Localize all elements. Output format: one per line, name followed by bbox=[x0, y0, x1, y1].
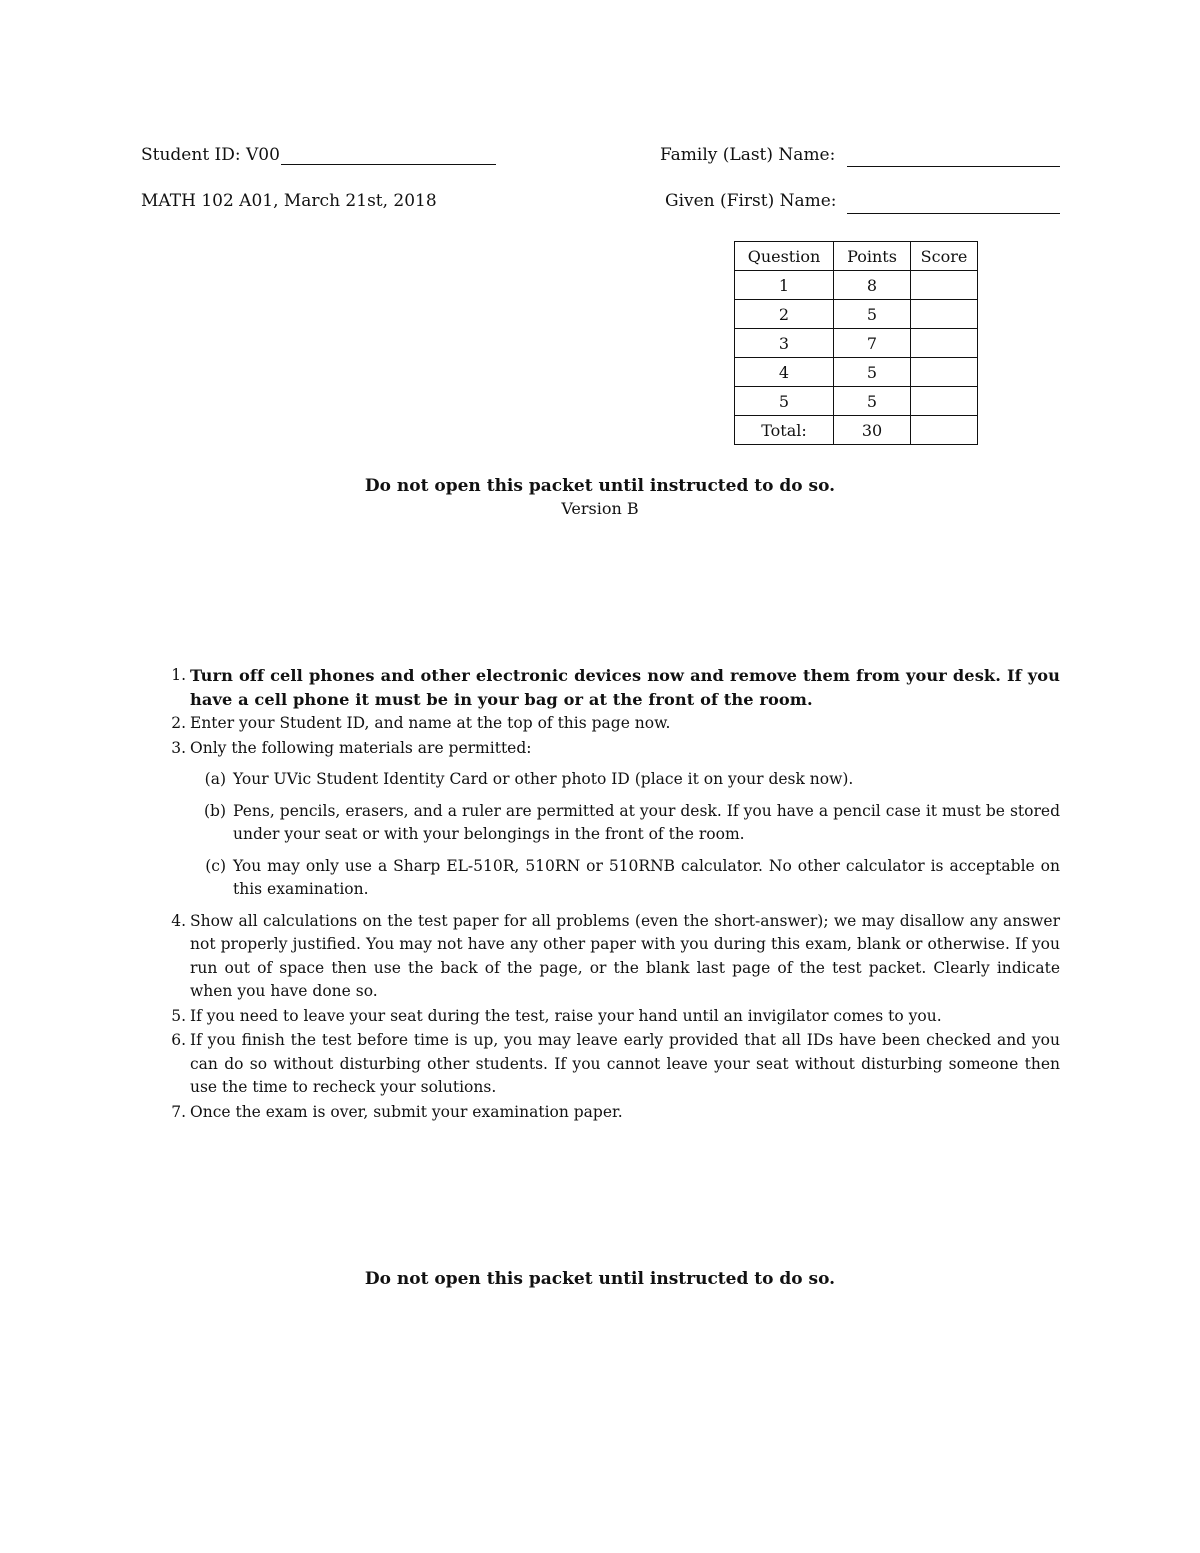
item-text: Only the following materials are permitted: bbox=[190, 738, 532, 757]
item-text: Enter your Student ID, and name at the top of this page now. bbox=[190, 714, 671, 732]
item-text: Once the exam is over, submit your examination paper. bbox=[190, 1102, 623, 1121]
item-text: If you need to leave your seat during the test, raise your hand until an invigilator comes to you. bbox=[190, 1006, 942, 1025]
instructions-list bbox=[160, 664, 1060, 1125]
sublist-label: (c) bbox=[205, 856, 226, 875]
sublist-text: You may only use a Sharp EL-510R, 510RN or 510RNB calculator. No other calculator is acceptable on this examination. bbox=[233, 856, 1060, 898]
question-cell: 5 bbox=[735, 387, 834, 416]
table-row bbox=[735, 271, 978, 300]
score-cell[interactable] bbox=[911, 358, 978, 387]
column-header-score: Score bbox=[911, 242, 978, 271]
score-table bbox=[734, 241, 978, 445]
points-cell: 5 bbox=[834, 300, 911, 329]
table-row bbox=[735, 329, 978, 358]
table-row bbox=[735, 387, 978, 416]
sublist-label: (a) bbox=[204, 770, 226, 788]
student-id-blank-line[interactable] bbox=[281, 164, 496, 165]
points-cell: 5 bbox=[834, 387, 911, 416]
item-text: If you finish the test before time is up, you may leave early provided that all IDs have been checked and you can do so without disturbing other students. If you cannot leave your seat without disturbing someone then use the time to recheck your solutions. bbox=[190, 1031, 1060, 1096]
score-cell[interactable] bbox=[911, 387, 978, 416]
score-cell[interactable] bbox=[911, 271, 978, 300]
table-row bbox=[735, 358, 978, 387]
notice-bottom: Do not open this packet until instructed to do so. bbox=[364, 1269, 836, 1289]
total-row bbox=[735, 416, 978, 445]
list-item bbox=[160, 664, 1060, 711]
column-header-question: Question bbox=[735, 242, 834, 271]
question-cell: 1 bbox=[735, 271, 834, 300]
score-cell[interactable] bbox=[911, 329, 978, 358]
points-cell: 5 bbox=[834, 358, 911, 387]
family-name-label: Family (Last) Name: bbox=[660, 145, 836, 165]
table-row bbox=[735, 300, 978, 329]
sublist-label: (b) bbox=[203, 801, 226, 820]
notice-top: Do not open this packet until instructed to do so. bbox=[364, 476, 836, 496]
version-label: Version B bbox=[561, 499, 639, 518]
question-cell: 4 bbox=[735, 358, 834, 387]
sublist-item bbox=[160, 768, 1060, 792]
item-text: Show all calculations on the test paper for all problems (even the short-answer); we may disallow any answer not properly justified. You may not have any other paper with you during this exam, blank or otherwise. If you run out of space then use the back of the page, or the blank last page of the test packet. Clearly indicate when you have done so. bbox=[190, 911, 1060, 1000]
list-item bbox=[160, 737, 1060, 761]
total-score-cell[interactable] bbox=[911, 416, 978, 445]
list-item bbox=[160, 910, 1060, 1004]
course-line: MATH 102 A01, March 21st, 2018 bbox=[141, 191, 437, 211]
list-item bbox=[160, 1029, 1060, 1100]
given-name-blank-line[interactable] bbox=[847, 213, 1060, 214]
given-name-label: Given (First) Name: bbox=[665, 191, 837, 211]
student-id-label: Student ID: V00 bbox=[141, 145, 280, 165]
total-label-cell: Total: bbox=[735, 416, 834, 445]
sublist-item bbox=[160, 800, 1060, 847]
sublist-text: Your UVic Student Identity Card or other photo ID (place it on your desk now). bbox=[233, 770, 854, 788]
item-number: 2. bbox=[171, 714, 186, 732]
materials-sublist bbox=[160, 768, 1060, 902]
item-number: 6. bbox=[171, 1031, 186, 1049]
score-cell[interactable] bbox=[911, 300, 978, 329]
score-table-header-row bbox=[735, 242, 978, 271]
sublist-text: Pens, pencils, erasers, and a ruler are permitted at your desk. If you have a pencil case it must be stored under your seat or with your belongings in the front of the room. bbox=[233, 801, 1060, 843]
points-cell: 7 bbox=[834, 329, 911, 358]
question-cell: 2 bbox=[735, 300, 834, 329]
total-points-cell: 30 bbox=[834, 416, 911, 445]
item-number: 5. bbox=[171, 1006, 186, 1025]
list-item bbox=[160, 712, 1060, 736]
item-number: 3. bbox=[171, 738, 186, 757]
sublist-item bbox=[160, 855, 1060, 902]
points-cell: 8 bbox=[834, 271, 911, 300]
family-name-blank-line[interactable] bbox=[847, 166, 1060, 167]
question-cell: 3 bbox=[735, 329, 834, 358]
list-item bbox=[160, 1101, 1060, 1125]
item-number: 4. bbox=[171, 911, 186, 930]
list-item bbox=[160, 1005, 1060, 1029]
item-number: 7. bbox=[171, 1102, 186, 1121]
column-header-points: Points bbox=[834, 242, 911, 271]
item-number: 1. bbox=[171, 666, 186, 684]
item-text: Turn off cell phones and other electronic devices now and remove them from your desk. If you have a cell phone it must be in your bag or at the front of the room. bbox=[190, 666, 1060, 709]
